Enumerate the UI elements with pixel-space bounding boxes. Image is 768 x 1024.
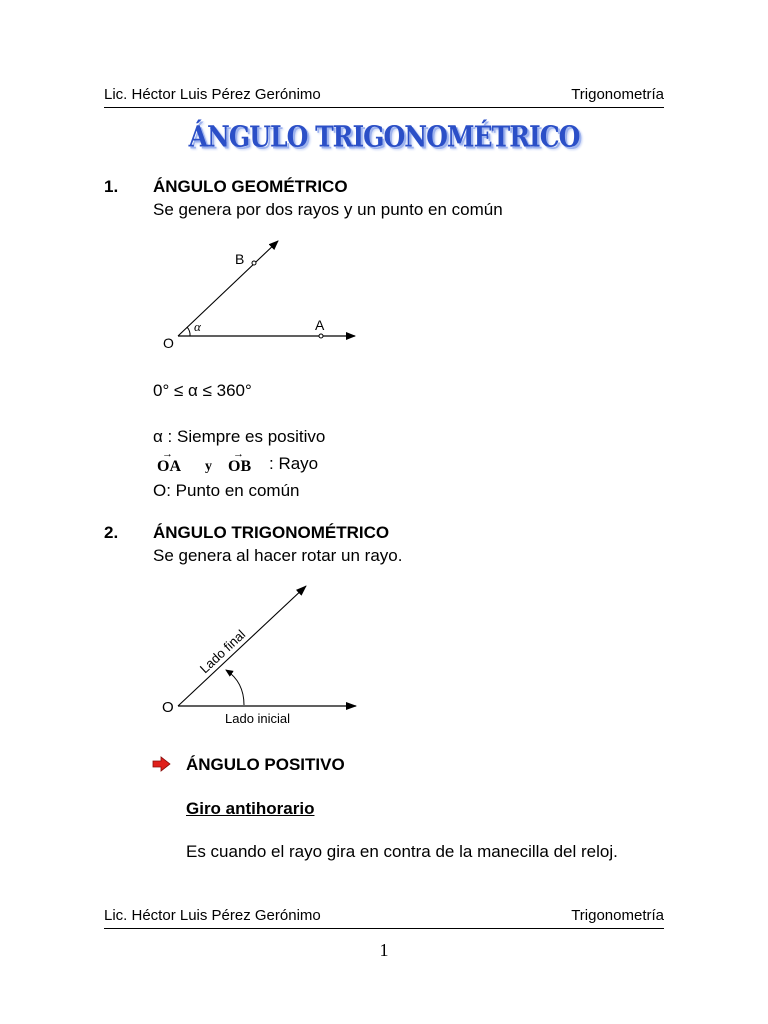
page-number: 1	[379, 940, 389, 960]
vector-arrow-icon: →	[162, 448, 173, 460]
rotation-arc-arrow	[226, 670, 244, 705]
vector-ob: → OB	[228, 448, 252, 475]
label-o: O	[163, 335, 174, 351]
footer-subject: Trigonometría	[571, 907, 664, 924]
alpha-description: α : Siempre es positivo	[153, 427, 326, 446]
geometric-angle-figure	[150, 230, 370, 354]
ray-ob	[178, 241, 278, 336]
header-author: Lic. Héctor Luis Pérez Gerónimo	[104, 86, 321, 103]
section1-heading: ÁNGULO GEOMÉTRICO	[153, 177, 348, 196]
positive-angle-heading: ÁNGULO POSITIVO	[186, 755, 345, 774]
point-description: O: Punto en común	[153, 481, 300, 500]
label-final-side: Lado final	[196, 626, 249, 677]
vector-oa: → OA	[157, 448, 181, 475]
label-alpha: α	[194, 319, 201, 334]
header-subject: Trigonometría	[571, 86, 664, 103]
label-a: A	[315, 317, 325, 333]
footer-author: Lic. Héctor Luis Pérez Gerónimo	[104, 907, 321, 924]
conjunction-y: y	[205, 459, 212, 474]
positive-angle-subheading: Giro antihorario	[186, 799, 315, 818]
vector-arrow-icon: →	[233, 448, 244, 460]
rays-notation	[155, 448, 355, 476]
angle-arc	[187, 327, 190, 336]
section2-heading: ÁNGULO TRIGONOMÉTRICO	[153, 523, 390, 542]
label-initial-side: Lado inicial	[225, 711, 291, 726]
header-divider	[104, 107, 664, 108]
arrow-bullet-icon	[152, 756, 172, 772]
footer-divider	[104, 928, 664, 929]
rayo-label: : Rayo	[269, 454, 319, 473]
section2-description: Se genera al hacer rotar un rayo.	[153, 546, 403, 565]
label-vertex-o: O	[162, 699, 174, 716]
page-footer	[104, 907, 664, 925]
positive-angle-text: Es cuando el rayo gira en contra de la manecilla del reloj.	[186, 842, 618, 861]
section1-number: 1.	[104, 177, 119, 196]
final-side-ray	[178, 586, 306, 706]
document-title: ÁNGULO TRIGONOMÉTRICO	[188, 119, 580, 154]
section2-number: 2.	[104, 523, 119, 542]
angle-range: 0° ≤ α ≤ 360°	[153, 381, 252, 400]
point-b-dot	[252, 261, 256, 265]
label-b: B	[235, 251, 245, 267]
trigonometric-angle-figure	[150, 578, 370, 728]
page-header	[104, 86, 664, 104]
section1-description: Se genera por dos rayos y un punto en común	[153, 200, 503, 219]
point-a-dot	[319, 334, 323, 338]
